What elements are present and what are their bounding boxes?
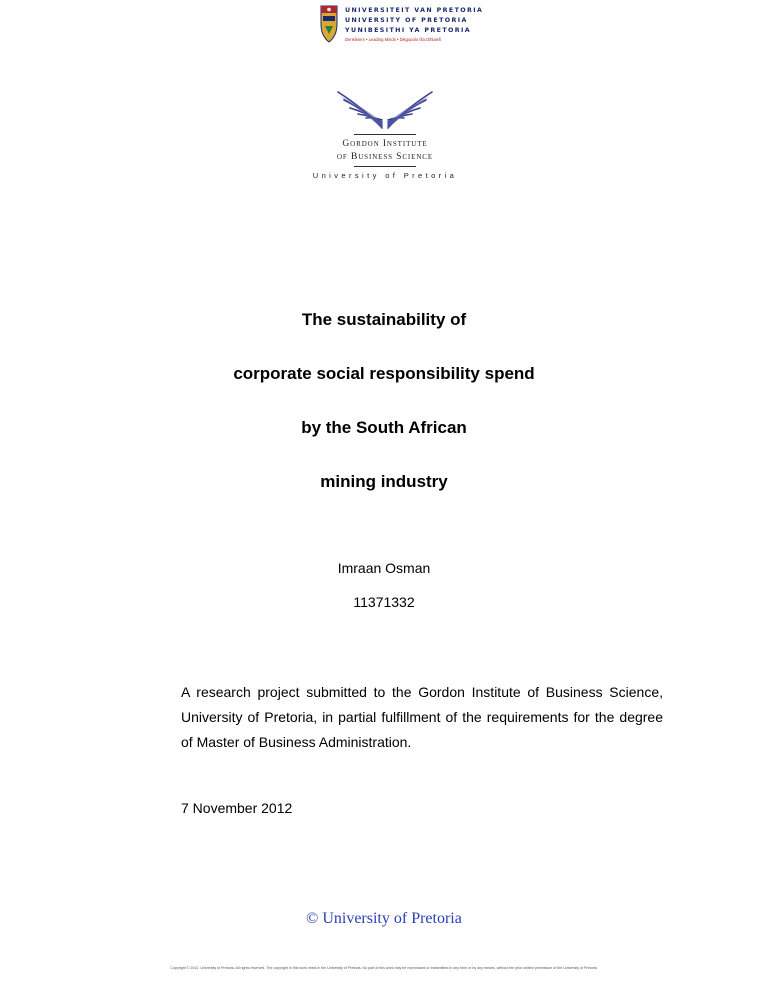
up-name-sepedi: YUNIBESITHI YA PRETORIA (345, 27, 472, 34)
title-line-3: by the South African (301, 418, 467, 437)
author-name: Imraan Osman (337, 560, 431, 576)
gibs-bottom-rule (354, 166, 416, 167)
gibs-name-line2: of Business Science (336, 152, 434, 162)
up-name-english: UNIVERSITY OF PRETORIA (345, 17, 468, 24)
up-name-afrikaans: UNIVERSITEIT VAN PRETORIA (345, 7, 484, 14)
up-motto: Denkleiers • Leading Minds • Dikgopolo tša Dihlalefi (345, 37, 442, 42)
student-number: 11371332 (353, 594, 415, 610)
gibs-top-rule (354, 134, 416, 135)
wings-icon (336, 88, 434, 130)
title-line-1: The sustainability of (301, 310, 467, 329)
submission-statement: A research project submitted to the Gordon Institute of Business Science, University of Pretoria, in partial fulfillment of the requirements for the degree of Master of Business Administration. (181, 684, 663, 750)
copyright-notice: © University of Pretoria (306, 910, 462, 927)
university-crest-icon (318, 4, 340, 44)
title-line-4: mining industry (320, 472, 448, 491)
submission-date: 7 November 2012 (181, 800, 293, 816)
gibs-logo (300, 88, 470, 184)
gibs-name-line1: Gordon Institute (342, 139, 428, 149)
gibs-subline: University of Pretoria (312, 171, 458, 180)
university-of-pretoria-logo (318, 4, 488, 48)
copyright-fine-print: Copyright © 2012, University of Pretoria. All rights reserved. The copyright in this work vests in the University of Pretoria. No part of this work may be reproduced or transmitted in any form or by any means, without the prior written permission of the University of Pretoria. (170, 966, 598, 970)
title-line-2: corporate social responsibility spend (233, 364, 535, 383)
